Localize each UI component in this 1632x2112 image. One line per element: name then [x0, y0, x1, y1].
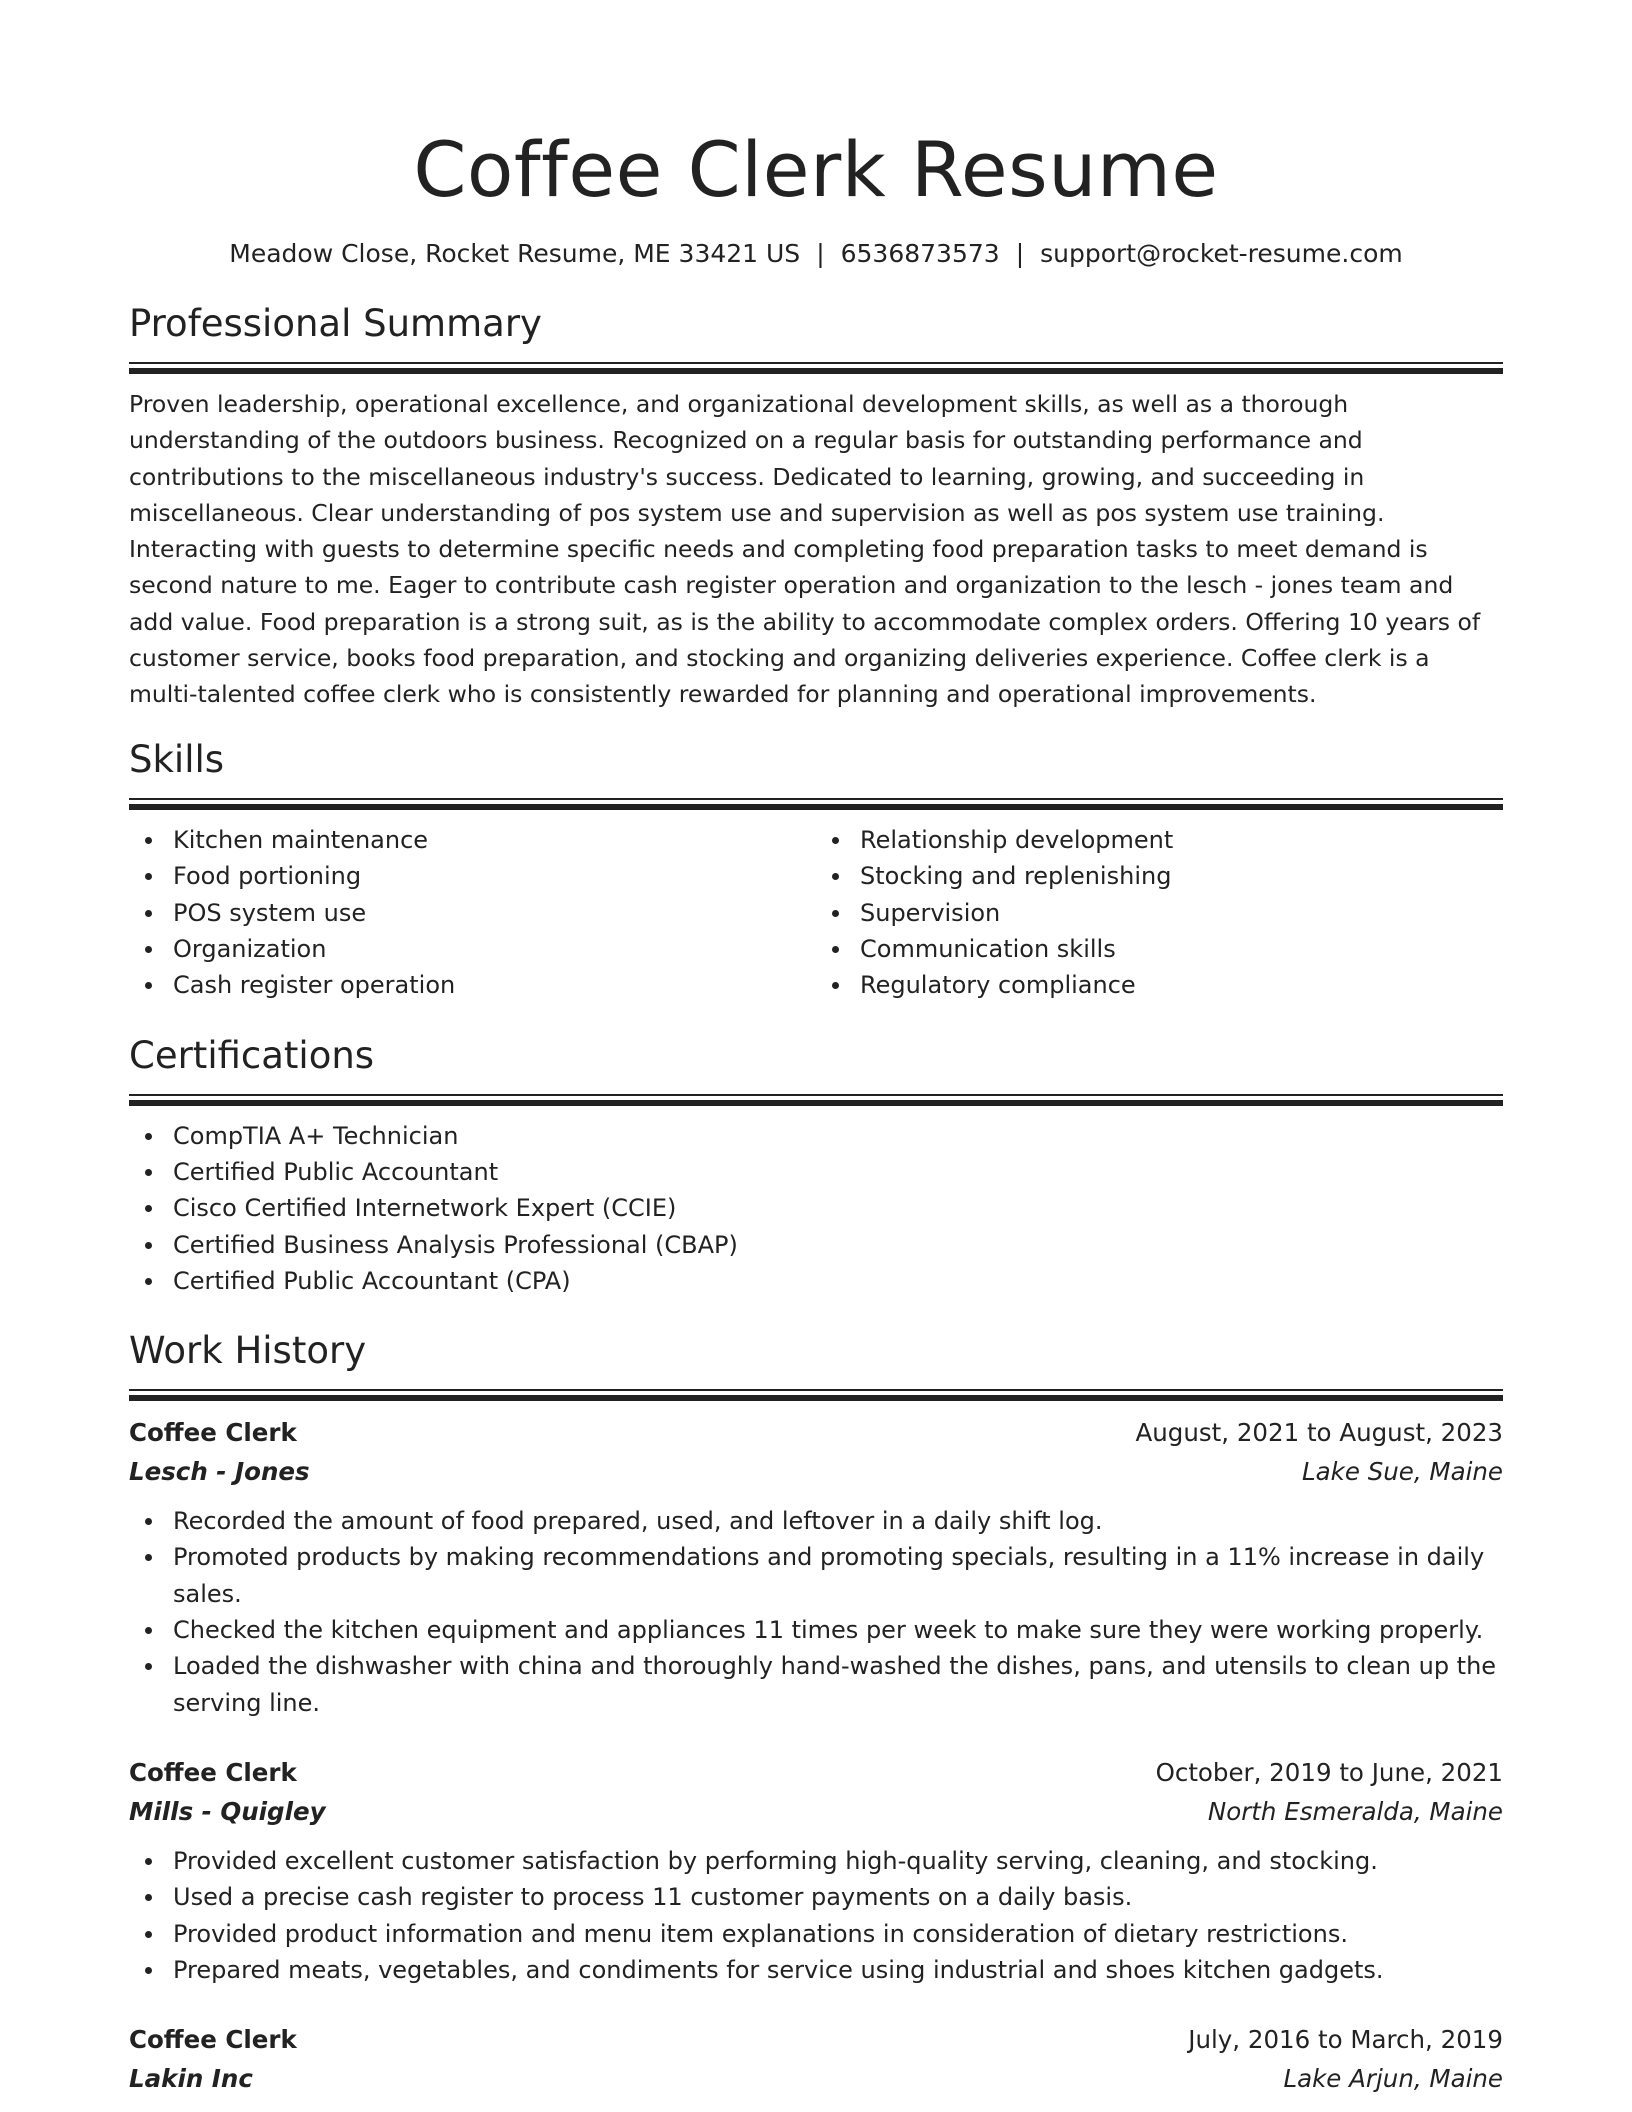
section-divider: [129, 1389, 1503, 1401]
skill-item: Food portioning: [129, 858, 816, 894]
job-company: Mills - Quigley: [129, 1796, 326, 1826]
skill-item: Kitchen maintenance: [129, 822, 816, 858]
job-title: Coffee Clerk: [129, 2025, 297, 2055]
job-dates: July, 2016 to March, 2019: [1188, 2025, 1503, 2055]
work-history-section: [129, 1327, 1503, 2098]
page-title: Coffee Clerk Resume: [413, 125, 1219, 214]
contact-phone: 6536873573: [840, 239, 1000, 268]
section-divider: [129, 362, 1503, 374]
job-bullet: Prepared meats, vegetables, and condiments for service using industrial and shoes kitchen gadgets.: [129, 1952, 1503, 1988]
job-title: Coffee Clerk: [129, 1757, 297, 1787]
job-header-row: [129, 1753, 1503, 1792]
job-bullet: Checked the kitchen equipment and appliances 11 times per week to make sure they were working properly.: [129, 1612, 1503, 1648]
contact-separator: |: [816, 239, 825, 268]
job-bullets: [129, 1843, 1503, 1988]
job-bullet: Recorded the amount of food prepared, used, and leftover in a daily shift log.: [129, 1503, 1503, 1539]
contact-separator: |: [1015, 239, 1025, 268]
skill-item: Organization: [129, 931, 816, 967]
contact-line: [129, 236, 1503, 272]
skills-column-right: [816, 822, 1503, 1003]
job-location: Lake Arjun, Maine: [1283, 2064, 1503, 2094]
skills-section: [129, 736, 1503, 1003]
skill-item: Regulatory compliance: [816, 967, 1503, 1003]
job-entry: [129, 1413, 1503, 1721]
job-dates: August, 2021 to August, 2023: [1135, 1418, 1503, 1448]
summary-text: Proven leadership, operational excellence, and organizational development skills, as well as a thorough understanding of the outdoors business. Recognized on a regular basis for outstanding performance and contributions to the miscellaneous industry's success. Dedicated to learning, growing, and succeeding in miscellaneous. Clear understanding of pos system use and supervision as well as pos system use training. Interacting with guests to determine specific needs and completing food preparation tasks to meet demand is second nature to me. Eager to contribute cash register operation and organization to the lesch - jones team and add value. Food preparation is a strong suit, as is the ability to accommodate complex orders. Offering 10 years of customer service, books food preparation, and stocking and organizing deliveries experience. Coffee clerk is a multi-talented coffee clerk who is consistently rewarded for planning and operational improvements.: [129, 390, 1481, 709]
job-subheader-row: [129, 1452, 1503, 1491]
skills-grid: [129, 822, 1503, 1003]
section-heading-summary: Professional Summary: [129, 302, 542, 345]
certification-item: Cisco Certified Internetwork Expert (CCIE): [129, 1190, 1503, 1226]
job-subheader-row: [129, 2059, 1503, 2098]
certification-item: CompTIA A+ Technician: [129, 1118, 1503, 1154]
skill-item: Cash register operation: [129, 967, 816, 1003]
section-heading-skills: Skills: [129, 738, 225, 782]
skill-item: Stocking and replenishing: [816, 858, 1503, 894]
section-heading-certifications: Certifications: [129, 1033, 375, 1077]
job-entry: [129, 1753, 1503, 1988]
job-bullet: Provided excellent customer satisfaction by performing high-quality serving, cleaning, and stocking.: [129, 1843, 1503, 1879]
certifications-list: [129, 1118, 1503, 1299]
skill-item: POS system use: [129, 895, 816, 931]
section-divider: [129, 1094, 1503, 1106]
job-bullet: Promoted products by making recommendations and promoting specials, resulting in a 11% increase in daily sales.: [129, 1539, 1503, 1612]
job-bullet: Loaded the dishwasher with china and thoroughly hand-washed the dishes, pans, and utensils to clean up the serving line.: [129, 1648, 1503, 1721]
job-header-row: [129, 2020, 1503, 2059]
job-title: Coffee Clerk: [129, 1418, 297, 1448]
job-location: Lake Sue, Maine: [1301, 1457, 1503, 1487]
job-location: North Esmeralda, Maine: [1207, 1796, 1503, 1826]
certification-item: Certified Public Accountant: [129, 1154, 1503, 1190]
job-header-row: [129, 1413, 1503, 1452]
skill-item: Supervision: [816, 895, 1503, 931]
job-entry: [129, 2020, 1503, 2098]
job-bullet: Provided product information and menu item explanations in consideration of dietary restrictions.: [129, 1916, 1503, 1952]
section-divider: [129, 798, 1503, 810]
job-company: Lakin Inc: [129, 2064, 253, 2094]
skill-item: Relationship development: [816, 822, 1503, 858]
certification-item: Certified Business Analysis Professional (CBAP): [129, 1227, 1503, 1263]
job-subheader-row: [129, 1792, 1503, 1831]
certification-item: Certified Public Accountant (CPA): [129, 1263, 1503, 1299]
contact-address: Meadow Close, Rocket Resume, ME 33421 US: [229, 239, 801, 268]
summary-section: [129, 300, 1503, 713]
contact-email[interactable]: support@rocket-resume.com: [1040, 239, 1403, 268]
skills-column-left: [129, 822, 816, 1003]
certifications-section: [129, 1032, 1503, 1299]
section-heading-work-history: Work History: [129, 1329, 367, 1373]
skill-item: Communication skills: [816, 931, 1503, 967]
job-dates: October, 2019 to June, 2021: [1155, 1757, 1503, 1787]
job-bullets: [129, 1503, 1503, 1721]
job-company: Lesch - Jones: [129, 1457, 310, 1487]
job-bullet: Used a precise cash register to process 11 customer payments on a daily basis.: [129, 1879, 1503, 1915]
